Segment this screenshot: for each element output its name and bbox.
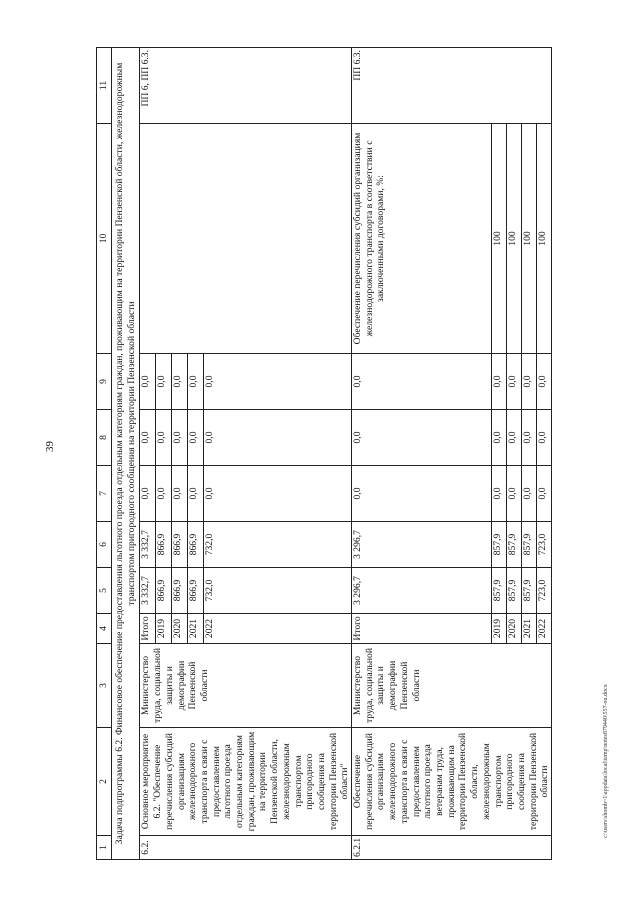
table-row bbox=[140, 48, 156, 860]
value-cell: 3 332,7 bbox=[140, 522, 156, 568]
col-header-5: 5 bbox=[97, 568, 112, 614]
year-cell: 2020 bbox=[172, 614, 188, 644]
value-cell: 0,0 bbox=[506, 354, 521, 410]
value-cell: 0,0 bbox=[352, 354, 492, 410]
value-cell: 0,0 bbox=[172, 466, 188, 522]
value-cell: 0,0 bbox=[204, 466, 352, 522]
value-cell: 0,0 bbox=[352, 466, 492, 522]
indicator-value: 100 bbox=[491, 124, 506, 354]
value-cell: 732,0 bbox=[204, 522, 352, 568]
col-header-4: 4 bbox=[97, 614, 112, 644]
footer-file-path: c:\users\shomb~1\appdata\local\temp\notes879440\557-ou.docx bbox=[603, 684, 609, 838]
value-cell: 0,0 bbox=[491, 410, 506, 466]
year-cell: Итого bbox=[140, 614, 156, 644]
year-cell: 2020 bbox=[506, 614, 521, 644]
value-cell: 0,0 bbox=[140, 466, 156, 522]
program-link: ПП 6.3. bbox=[352, 48, 552, 124]
year-cell: 2019 bbox=[156, 614, 172, 644]
year-cell: 2022 bbox=[536, 614, 551, 644]
value-cell: 0,0 bbox=[521, 410, 536, 466]
value-cell: 857,9 bbox=[506, 568, 521, 614]
value-cell: 866,9 bbox=[188, 568, 204, 614]
value-cell: 0,0 bbox=[491, 354, 506, 410]
col-header-3: 3 bbox=[97, 644, 112, 728]
value-cell: 0,0 bbox=[156, 466, 172, 522]
col-header-6: 6 bbox=[97, 522, 112, 568]
table-row bbox=[352, 48, 492, 860]
task-title: Задача подпрограммы 6.2. Финансовое обеспечение предоставления льготного проезда отдельным категориям граждан, проживающим на территории Пензенской области, железнодорожным транспортом пригородного сообщения на территории Пензенской области bbox=[112, 48, 140, 860]
value-cell: 0,0 bbox=[352, 410, 492, 466]
value-cell: 3 296,7 bbox=[352, 568, 492, 614]
program-link: ПП 6, ПП 6.3. bbox=[140, 48, 352, 124]
col-header-11: 11 bbox=[97, 48, 112, 124]
col-header-1: 1 bbox=[97, 836, 112, 860]
indicator bbox=[140, 124, 352, 354]
value-cell: 0,0 bbox=[506, 466, 521, 522]
executor: Министерство труда, социальной защиты и демографии Пензенской области bbox=[352, 644, 552, 728]
value-cell: 0,0 bbox=[172, 354, 188, 410]
indicator-value: 100 bbox=[506, 124, 521, 354]
value-cell: 0,0 bbox=[140, 354, 156, 410]
value-cell: 723,0 bbox=[536, 522, 551, 568]
value-cell: 0,0 bbox=[172, 410, 188, 466]
value-cell: 0,0 bbox=[140, 410, 156, 466]
value-cell: 866,9 bbox=[172, 522, 188, 568]
program-table bbox=[96, 47, 552, 860]
year-cell: 2021 bbox=[521, 614, 536, 644]
value-cell: 857,9 bbox=[521, 568, 536, 614]
value-cell: 866,9 bbox=[156, 568, 172, 614]
year-cell: 2021 bbox=[188, 614, 204, 644]
value-cell: 857,9 bbox=[491, 568, 506, 614]
value-cell: 0,0 bbox=[188, 410, 204, 466]
value-cell: 0,0 bbox=[491, 466, 506, 522]
value-cell: 866,9 bbox=[172, 568, 188, 614]
value-cell: 0,0 bbox=[188, 354, 204, 410]
year-cell: 2022 bbox=[204, 614, 352, 644]
executor: Министерство труда, социальной защиты и демографии Пензенской области bbox=[140, 644, 352, 728]
value-cell: 723,0 bbox=[536, 568, 551, 614]
value-cell: 0,0 bbox=[521, 466, 536, 522]
task-row bbox=[112, 48, 140, 860]
activity-name: Обеспечение перечисления субсидий организациям железнодорожного транспорта в связи с предоставлением льготного проезда ветеранам труда, проживающим на территории Пензенской области, железнодорожным транспортом пригородного сообщения на территории Пензенской области bbox=[352, 728, 552, 836]
year-cell: Итого bbox=[352, 614, 492, 644]
value-cell: 0,0 bbox=[521, 354, 536, 410]
row-number: 6.2.1 bbox=[352, 836, 552, 860]
page-number: 39 bbox=[44, 441, 56, 452]
value-cell: 857,9 bbox=[506, 522, 521, 568]
column-number-row bbox=[97, 48, 112, 860]
value-cell: 3 332,7 bbox=[140, 568, 156, 614]
year-cell: 2019 bbox=[491, 614, 506, 644]
indicator-value: 100 bbox=[521, 124, 536, 354]
indicator: Обеспечение перечисления субсидий организациям железнодорожного транспорта в соответствии с заключенными договорами, %: bbox=[352, 124, 492, 354]
value-cell: 0,0 bbox=[506, 410, 521, 466]
indicator-value: 100 bbox=[536, 124, 551, 354]
value-cell: 0,0 bbox=[536, 410, 551, 466]
col-header-9: 9 bbox=[97, 354, 112, 410]
row-number: 6.2. bbox=[140, 836, 352, 860]
value-cell: 857,9 bbox=[491, 522, 506, 568]
col-header-2: 2 bbox=[97, 728, 112, 836]
value-cell: 0,0 bbox=[156, 410, 172, 466]
col-header-10: 10 bbox=[97, 124, 112, 354]
rotated-table-container bbox=[96, 48, 551, 860]
value-cell: 866,9 bbox=[156, 522, 172, 568]
value-cell: 857,9 bbox=[521, 522, 536, 568]
col-header-7: 7 bbox=[97, 466, 112, 522]
value-cell: 0,0 bbox=[204, 354, 352, 410]
value-cell: 0,0 bbox=[536, 354, 551, 410]
value-cell: 0,0 bbox=[204, 410, 352, 466]
value-cell: 866,9 bbox=[188, 522, 204, 568]
value-cell: 732,0 bbox=[204, 568, 352, 614]
activity-name: Основное мероприятие 6.2. "Обеспечение перечисления субсидий организациям железнодорожного транспорта в связи с предоставлением льготного проезда отдельным категориям граждан, проживающим на территории Пензенской области, железнодорожным транспортом пригородного сообщения на территории Пензенской области" bbox=[140, 728, 352, 836]
value-cell: 0,0 bbox=[156, 354, 172, 410]
value-cell: 0,0 bbox=[536, 466, 551, 522]
value-cell: 0,0 bbox=[188, 466, 204, 522]
col-header-8: 8 bbox=[97, 410, 112, 466]
value-cell: 3 296,7 bbox=[352, 522, 492, 568]
